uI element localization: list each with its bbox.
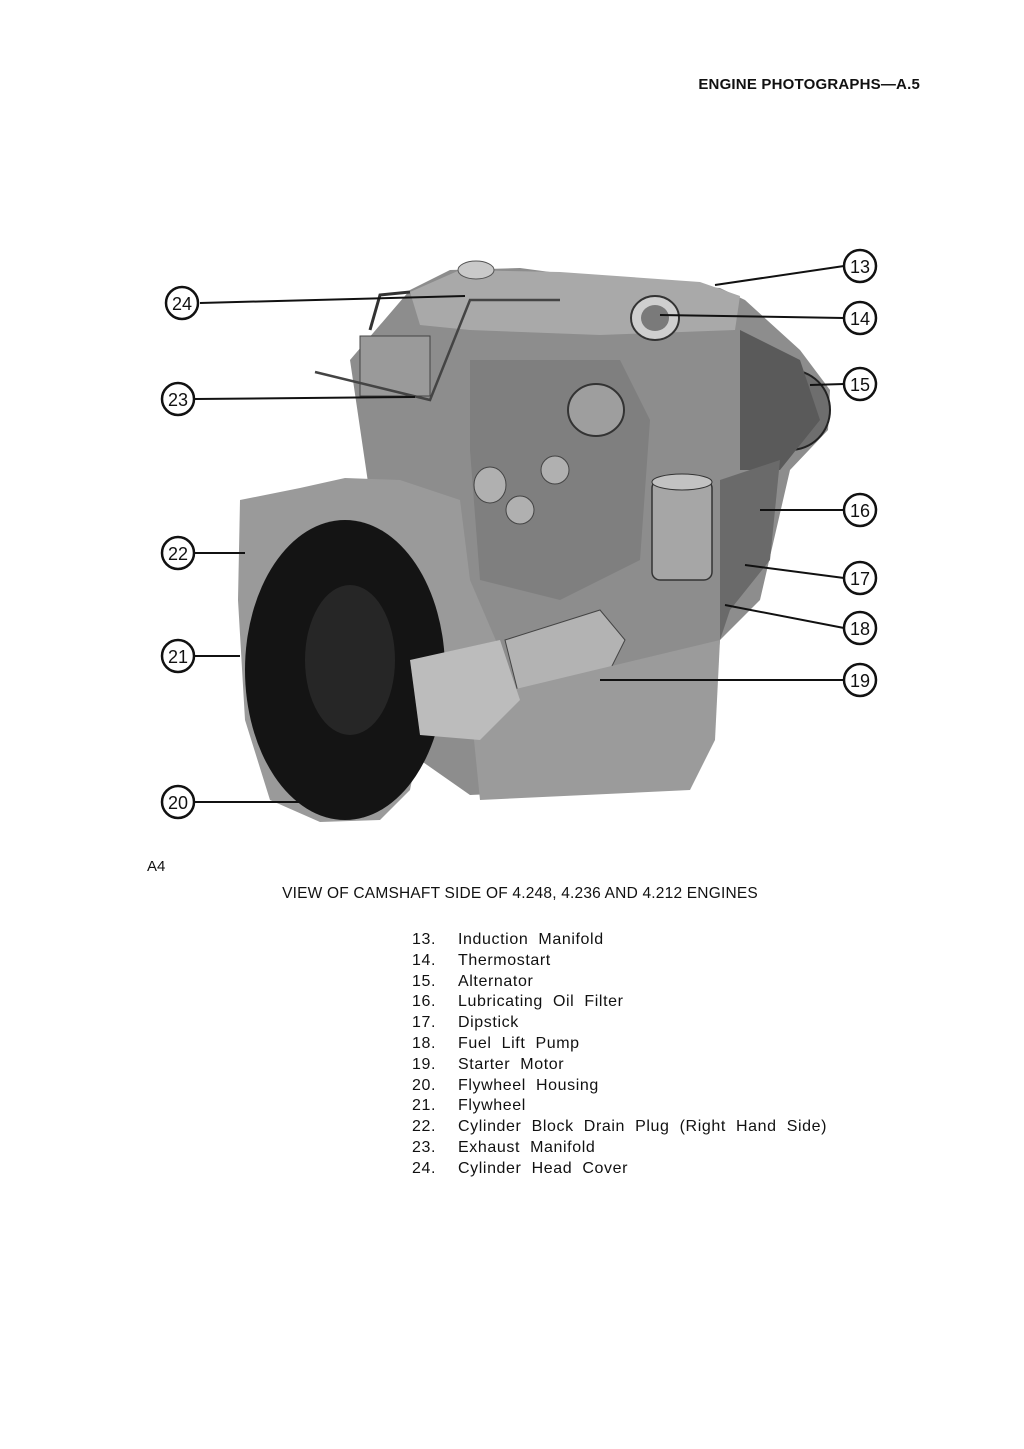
legend-item: 13. Induction Manifold xyxy=(412,931,604,948)
callout-16 xyxy=(844,494,876,526)
legend-item: 23. Exhaust Manifold xyxy=(412,1138,596,1156)
svg-text:17: 17 xyxy=(849,569,871,589)
svg-text:24: 24 xyxy=(171,294,193,314)
svg-text:13: 13 xyxy=(849,257,871,277)
figure-id: A4 xyxy=(147,858,166,875)
callout-21 xyxy=(162,640,194,672)
svg-text:23: 23 xyxy=(167,390,189,410)
figure-caption: VIEW OF CAMSHAFT SIDE OF 4.248, 4.236 AND 4.212 ENGINES xyxy=(282,885,758,902)
callout-20 xyxy=(162,786,194,818)
callout-23 xyxy=(162,383,194,415)
callout-24 xyxy=(166,287,198,319)
svg-text:14: 14 xyxy=(849,309,871,329)
callout-17 xyxy=(844,562,876,594)
legend-item: 15. Alternator xyxy=(412,972,534,990)
legend-item: 19. Starter Motor xyxy=(412,1055,565,1073)
callout-13 xyxy=(844,250,876,282)
svg-text:20: 20 xyxy=(167,793,189,813)
svg-text:22: 22 xyxy=(167,544,189,564)
callout-15 xyxy=(844,368,876,400)
svg-text:16: 16 xyxy=(849,501,871,521)
legend-item: 20. Flywheel Housing xyxy=(412,1076,599,1094)
callout-22 xyxy=(162,537,194,569)
legend-item: 16. Lubricating Oil Filter xyxy=(412,993,624,1011)
legend-item: 14. Thermostart xyxy=(412,951,551,969)
callout-18 xyxy=(844,612,876,644)
legend-item: 17. Dipstick xyxy=(412,1014,519,1032)
svg-text:18: 18 xyxy=(849,619,871,639)
svg-text:19: 19 xyxy=(849,671,871,691)
parts-legend xyxy=(412,930,827,1180)
svg-text:21: 21 xyxy=(167,647,189,667)
callout-14 xyxy=(844,302,876,334)
engine-photo xyxy=(238,261,830,822)
legend-item: 22. Cylinder Block Drain Plug (Right Hand Side) xyxy=(412,1118,828,1136)
callout-19 xyxy=(844,664,876,696)
page-header-title: ENGINE PHOTOGRAPHS—A.5 xyxy=(698,76,920,93)
legend-item: 18. Fuel Lift Pump xyxy=(412,1034,580,1052)
legend-item: 24. Cylinder Head Cover xyxy=(412,1159,628,1177)
svg-text:15: 15 xyxy=(849,375,871,395)
legend-item: 21. Flywheel xyxy=(412,1097,526,1115)
